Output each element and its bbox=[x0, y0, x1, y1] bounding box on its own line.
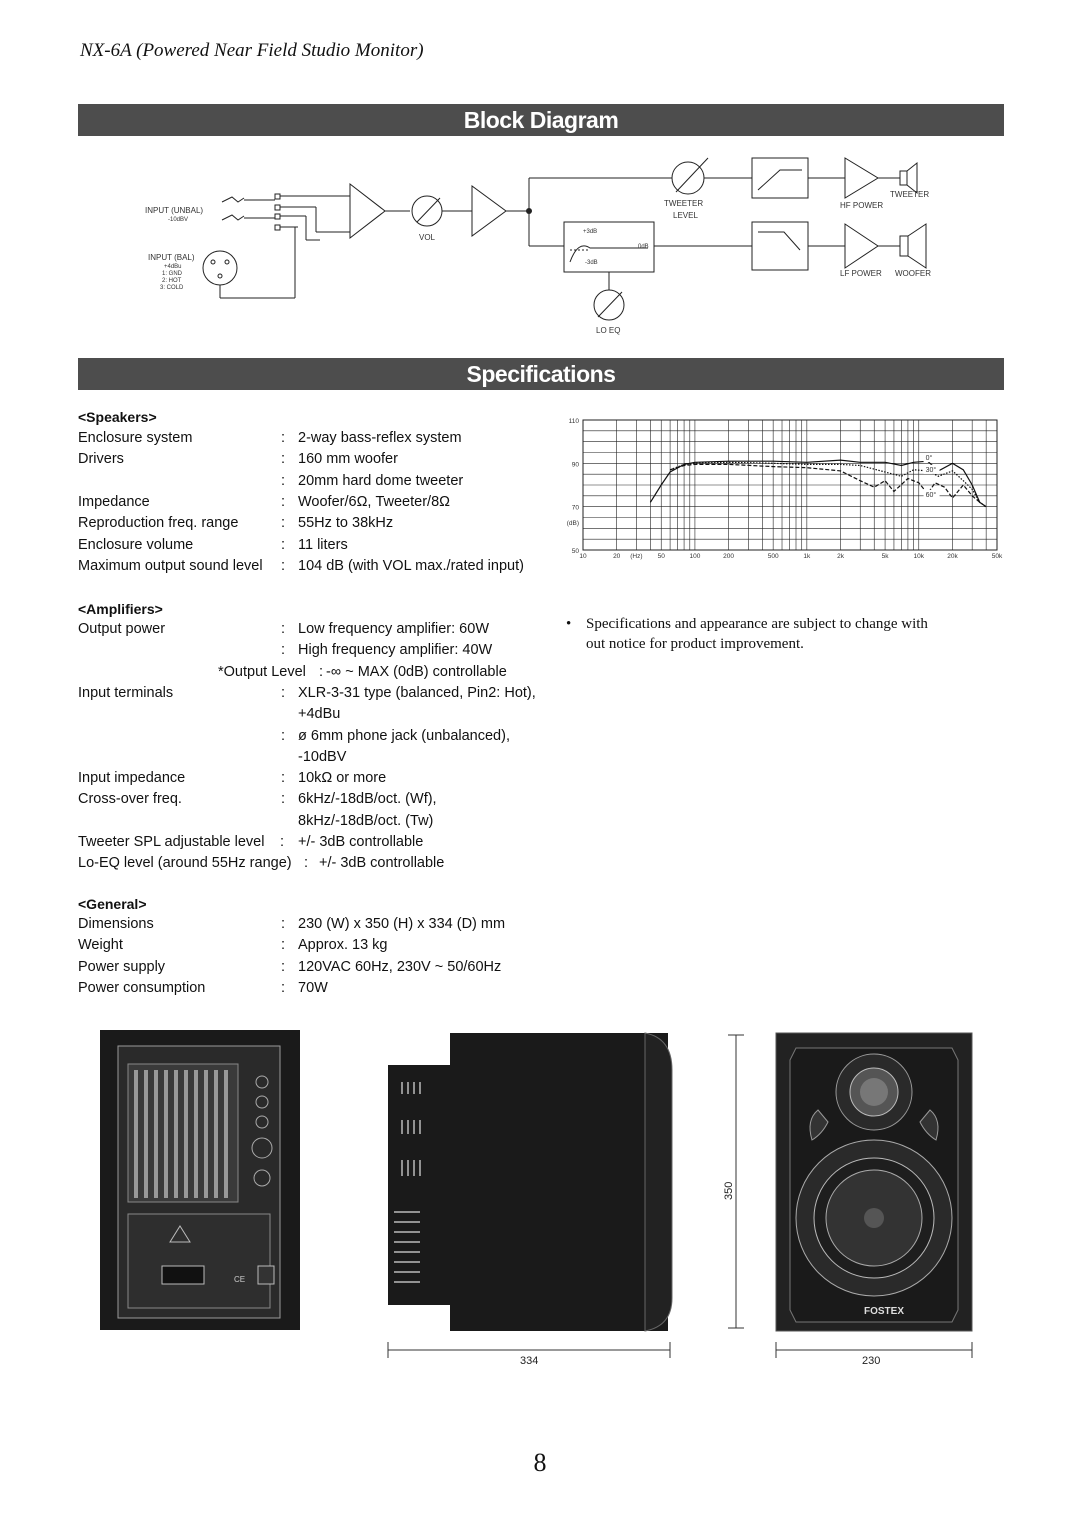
pin1-label: 1: GND bbox=[162, 271, 183, 277]
lf-power-label: LF POWER bbox=[840, 269, 882, 278]
spec-colon: : bbox=[281, 451, 286, 468]
spec-label: Power supply bbox=[78, 958, 166, 975]
block-diagram-heading: Block Diagram bbox=[78, 104, 1004, 136]
spec-label: *Output Level bbox=[218, 663, 306, 680]
speakers-section-title: <Speakers> bbox=[78, 409, 157, 425]
depth-dimension: 334 bbox=[520, 1355, 539, 1367]
spec-colon: : bbox=[319, 663, 324, 680]
eq-minus-label: -3dB bbox=[585, 260, 598, 266]
side-view-drawing bbox=[380, 1030, 680, 1370]
y-tick-label: 70 bbox=[571, 504, 579, 512]
angle-label: 0° bbox=[925, 455, 933, 462]
height-dimension: 350 bbox=[723, 1181, 735, 1200]
spec-value: Approx. 13 kg bbox=[298, 937, 388, 954]
pin3-label: 3: COLD bbox=[160, 285, 184, 291]
spec-value: 2-way bass-reflex system bbox=[298, 430, 462, 446]
spec-row bbox=[78, 662, 548, 683]
spec-value: +/- 3dB controllable bbox=[319, 855, 445, 872]
spec-label: Lo-EQ level (around 55Hz range) bbox=[78, 855, 292, 872]
x-tick-label: 2k bbox=[837, 553, 844, 560]
y-tick-label: 90 bbox=[571, 461, 579, 469]
x-tick-label: 20k bbox=[947, 553, 958, 560]
spec-label: Cross-over freq. bbox=[78, 791, 182, 808]
rear-panel-drawing bbox=[100, 1030, 300, 1330]
x-tick-label: 100 bbox=[689, 553, 701, 560]
spec-row bbox=[78, 449, 548, 470]
eq-plus-label: +3dB bbox=[583, 229, 598, 235]
spec-row bbox=[78, 726, 548, 747]
spec-label: Tweeter SPL adjustable level bbox=[78, 834, 265, 850]
spec-row bbox=[78, 832, 548, 853]
x-tick-label: 1k bbox=[803, 553, 811, 560]
x-tick-label: 50k bbox=[991, 553, 1003, 560]
tweeter-level-label-1: TWEETER bbox=[664, 199, 704, 208]
spec-row bbox=[78, 811, 548, 832]
spec-label: Input terminals bbox=[78, 684, 174, 701]
spec-row bbox=[78, 513, 548, 534]
spec-row bbox=[78, 640, 548, 661]
x-tick-label: 10k bbox=[913, 553, 925, 560]
spec-label: Drivers bbox=[78, 451, 124, 468]
spec-value: High frequency amplifier: 40W bbox=[298, 642, 493, 659]
page-number: 8 bbox=[533, 1448, 547, 1477]
spec-colon: : bbox=[281, 642, 286, 659]
spec-colon: : bbox=[281, 621, 286, 637]
woofer-label: WOOFER bbox=[895, 269, 931, 278]
frequency-response-chart bbox=[560, 410, 1010, 566]
spec-row bbox=[78, 789, 548, 810]
block-diagram bbox=[0, 140, 1080, 350]
spec-label: Reproduction freq. range bbox=[78, 515, 239, 532]
spec-label: Power consumption bbox=[78, 979, 206, 996]
input-bal-level: +4dBu bbox=[164, 264, 182, 270]
spec-colon: : bbox=[281, 430, 286, 446]
spec-colon: : bbox=[281, 958, 286, 975]
spec-row bbox=[78, 853, 548, 874]
spec-label: Enclosure volume bbox=[78, 536, 194, 553]
y-tick-label: 110 bbox=[568, 418, 579, 425]
spec-value: 160 mm woofer bbox=[298, 451, 398, 468]
pin2-label: 2: HOT bbox=[162, 278, 182, 284]
spec-row bbox=[78, 619, 548, 640]
angle-label: 30° bbox=[925, 466, 937, 474]
page-subtitle: NX-6A (Powered Near Field Studio Monitor) bbox=[80, 40, 424, 61]
note-text-line-2: out notice for product improvement. bbox=[586, 636, 804, 652]
eq-zero-label: 0dB bbox=[638, 244, 649, 250]
y-tick-label: 50 bbox=[571, 548, 579, 555]
input-bal-label: INPUT (BAL) bbox=[148, 253, 195, 262]
brand-logo: FOSTEX bbox=[864, 1306, 905, 1317]
svg-text:CE: CE bbox=[234, 1275, 246, 1284]
input-unbal-level: -10dBV bbox=[168, 217, 189, 223]
spec-row bbox=[78, 768, 548, 789]
spec-colon: : bbox=[280, 834, 285, 850]
spec-row bbox=[78, 556, 548, 577]
spec-value: 230 (W) x 350 (H) x 334 (D) mm bbox=[298, 916, 506, 932]
spec-colon: : bbox=[281, 791, 286, 808]
spec-colon: : bbox=[281, 515, 286, 532]
specifications-heading: Specifications bbox=[78, 358, 1004, 390]
spec-colon: : bbox=[281, 493, 286, 510]
general-section-title: <General> bbox=[78, 896, 147, 912]
spec-colon: : bbox=[304, 855, 309, 872]
spec-value: +/- 3dB controllable bbox=[298, 834, 424, 850]
vol-label: VOL bbox=[419, 233, 436, 242]
spec-value: 11 liters bbox=[298, 536, 348, 553]
x-tick-label: (Hz) bbox=[630, 553, 643, 560]
spec-colon: : bbox=[281, 557, 286, 574]
spec-colon: : bbox=[281, 979, 286, 996]
spec-row bbox=[78, 747, 548, 768]
spec-row bbox=[78, 492, 548, 513]
spec-row bbox=[78, 683, 548, 704]
spec-row bbox=[78, 535, 548, 556]
spec-value: 120VAC 60Hz, 230V ~ 50/60Hz bbox=[298, 958, 502, 975]
spec-row bbox=[78, 914, 548, 935]
spec-label: Output power bbox=[78, 621, 166, 637]
tweeter-level-label-2: LEVEL bbox=[673, 211, 698, 220]
angle-label: 60° bbox=[925, 491, 937, 499]
x-tick-label: 500 bbox=[767, 553, 779, 560]
spec-value: 55Hz to 38kHz bbox=[298, 515, 394, 532]
spec-row bbox=[78, 704, 548, 725]
spec-value: -10dBV bbox=[298, 748, 347, 765]
spec-label: Maximum output sound level bbox=[78, 557, 263, 574]
x-tick-label: 200 bbox=[723, 553, 735, 560]
spec-value: Low frequency amplifier: 60W bbox=[298, 621, 489, 637]
spec-colon: : bbox=[281, 536, 286, 553]
front-view-drawing bbox=[700, 1030, 980, 1370]
spec-colon: : bbox=[281, 684, 286, 701]
spec-value: 8kHz/-18dB/oct. (Tw) bbox=[298, 812, 434, 829]
spec-colon: : bbox=[281, 770, 286, 787]
spec-row bbox=[78, 935, 548, 956]
x-tick-label: 5k bbox=[881, 553, 889, 560]
amplifiers-section-title: <Amplifiers> bbox=[78, 601, 163, 617]
note-text-line-1: Specifications and appearance are subject to change with bbox=[586, 616, 928, 632]
input-unbal-label: INPUT (UNBAL) bbox=[145, 206, 204, 215]
spec-value: 6kHz/-18dB/oct. (Wf), bbox=[298, 791, 437, 808]
lo-eq-label: LO EQ bbox=[596, 326, 621, 335]
spec-value: 10kΩ or more bbox=[298, 770, 387, 787]
spec-value: +4dBu bbox=[298, 706, 341, 723]
spec-colon: : bbox=[281, 472, 286, 489]
spec-label: Enclosure system bbox=[78, 430, 193, 446]
note-bullet: • bbox=[566, 616, 572, 632]
y-axis-unit: (dB) bbox=[566, 519, 579, 527]
x-tick-label: 20 bbox=[613, 553, 621, 560]
spec-row bbox=[78, 957, 548, 978]
spec-value: XLR-3-31 type (balanced, Pin2: Hot), bbox=[298, 684, 536, 701]
spec-value: 20mm hard dome tweeter bbox=[298, 472, 464, 489]
tweeter-label: TWEETER bbox=[890, 190, 930, 199]
spec-label: Weight bbox=[78, 937, 123, 954]
spec-label: Input impedance bbox=[78, 770, 186, 787]
spec-value: -∞ ~ MAX (0dB) controllable bbox=[326, 663, 507, 680]
spec-colon: : bbox=[281, 937, 286, 954]
spec-value: 70W bbox=[298, 979, 328, 996]
spec-value: Woofer/6Ω, Tweeter/8Ω bbox=[298, 493, 450, 510]
spec-value: ø 6mm phone jack (unbalanced), bbox=[298, 727, 510, 744]
spec-colon: : bbox=[281, 727, 286, 744]
spec-colon: : bbox=[281, 916, 286, 932]
spec-row bbox=[78, 978, 548, 999]
x-tick-label: 10 bbox=[579, 553, 587, 560]
hf-power-label: HF POWER bbox=[840, 201, 884, 210]
spec-value: 104 dB (with VOL max./rated input) bbox=[298, 557, 524, 574]
spec-label: Dimensions bbox=[78, 916, 154, 932]
width-dimension: 230 bbox=[862, 1355, 881, 1367]
spec-row bbox=[78, 428, 548, 449]
x-tick-label: 50 bbox=[657, 553, 665, 560]
spec-label: Impedance bbox=[78, 493, 150, 510]
spec-row bbox=[78, 471, 548, 492]
